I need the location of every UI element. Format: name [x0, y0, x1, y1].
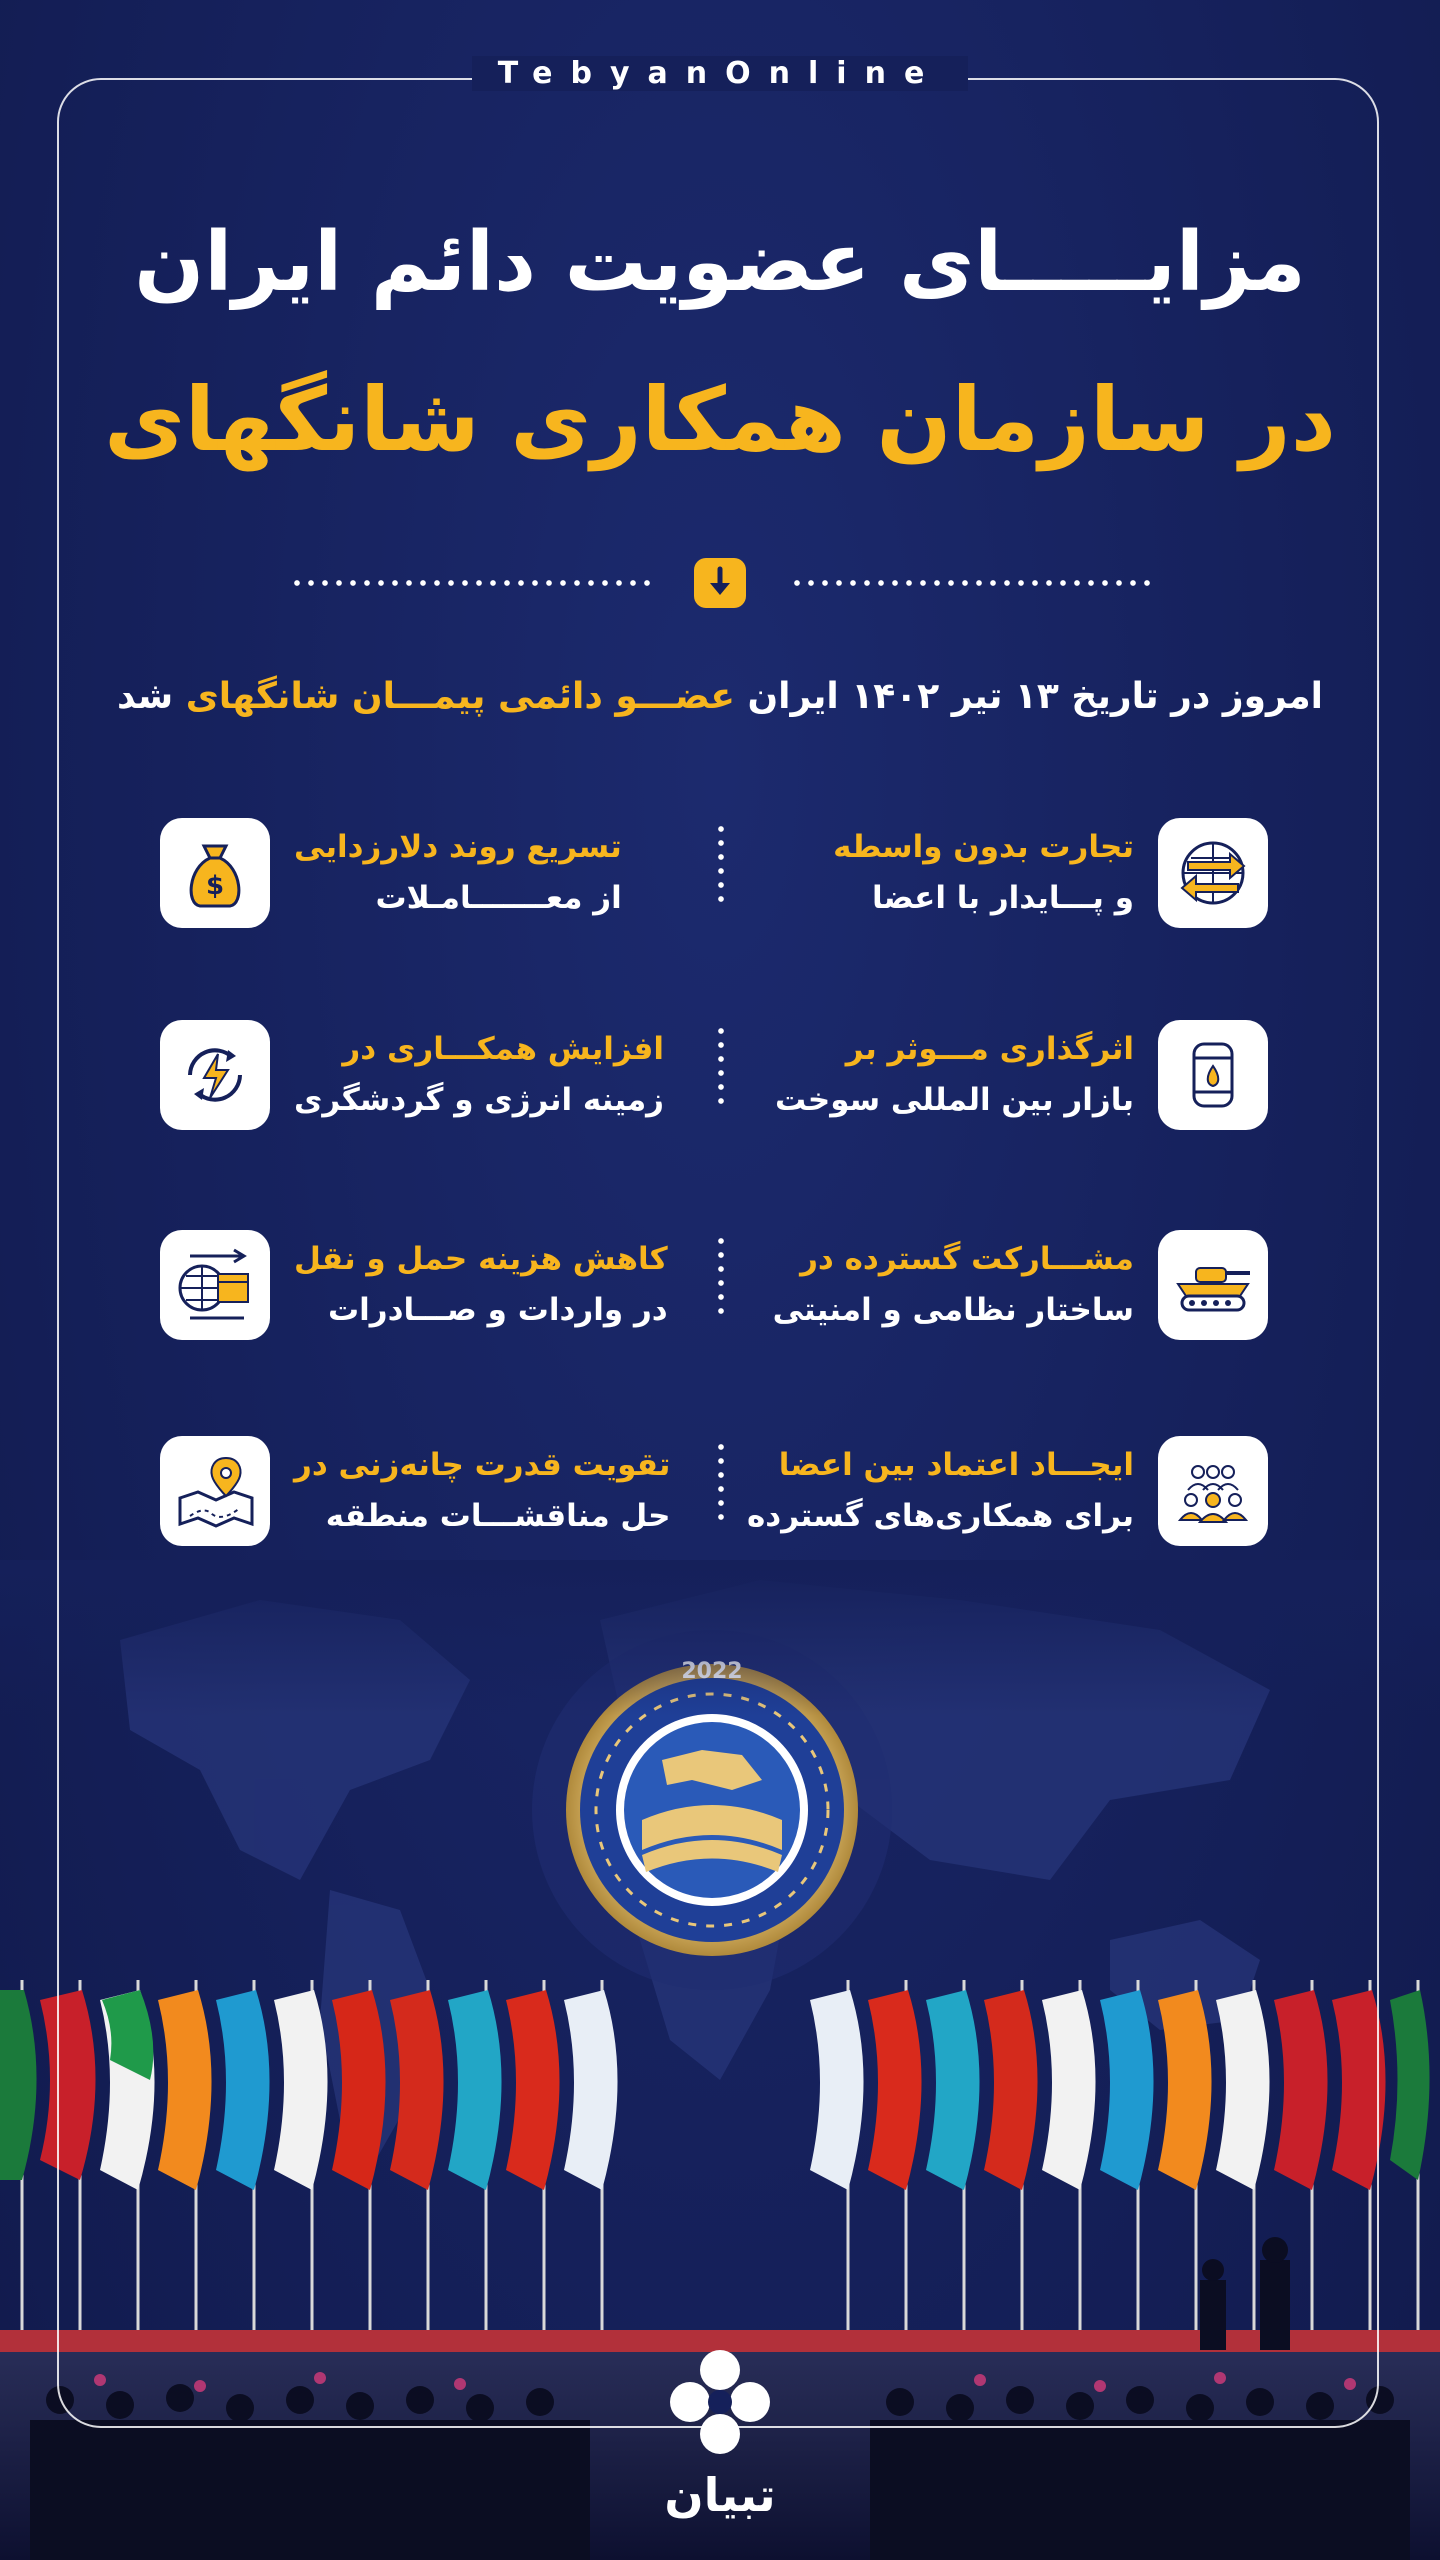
global-shipping-icon [160, 1230, 270, 1340]
benefit-title: تسریع روند دلارزدایی [294, 829, 622, 865]
benefit-icon-box [160, 1230, 270, 1340]
intro-text [100, 676, 1340, 717]
arrow-down-icon [694, 558, 746, 608]
benefit-desc: و پـــایدار با اعضا [871, 880, 1134, 916]
benefit-desc: در واردات و صـــادرات [327, 1292, 668, 1328]
benefit-title: ایجـــاد اعتماد بین اعضا [778, 1447, 1134, 1483]
benefit-title: افزایش همکـــاری در [342, 1031, 665, 1067]
benefit-item [708, 1230, 1268, 1340]
scroll-down-button[interactable] [694, 558, 746, 608]
benefit-title: تجارت بدون واسطه [833, 829, 1134, 865]
benefit-desc: ساختار نظامی و امنیتی [772, 1292, 1134, 1328]
brand-top [0, 56, 1440, 91]
benefit-item [708, 1020, 1268, 1130]
benefit-item [160, 818, 720, 928]
benefit-title: تقویت قدرت چانه‌زنی در [294, 1447, 671, 1483]
benefit-icon-box [160, 1020, 270, 1130]
benefit-desc: بازار بین المللی سوخت [775, 1082, 1134, 1118]
title-line-2: در سازمان همکاری شانگهای [104, 368, 1336, 471]
map-pin-icon [160, 1436, 270, 1546]
benefit-icon-box [1158, 1436, 1268, 1546]
energy-icon [160, 1020, 270, 1130]
benefit-desc: از معـــــــامـلات [375, 880, 622, 916]
tank-icon [1158, 1230, 1268, 1340]
intro-text-part2: شد [116, 676, 186, 717]
brand-top-label: TebyanOnline [472, 56, 969, 91]
tebyan-logo-icon [650, 2340, 790, 2470]
dotted-line-right [790, 580, 1150, 586]
money-bag-icon [160, 818, 270, 928]
benefit-desc: برای همکاری‌های گسترده [746, 1498, 1134, 1534]
people-group-icon [1158, 1436, 1268, 1546]
brand-bottom-label: تبیان [664, 2468, 776, 2522]
oil-barrel-icon [1158, 1020, 1268, 1130]
benefit-icon-box [1158, 1020, 1268, 1130]
benefit-title: مشـــارکت گسترده در [800, 1241, 1134, 1277]
benefit-item [160, 1020, 720, 1130]
benefit-title: کاهش هزینه حمل و نقل [294, 1241, 668, 1277]
divider [0, 558, 1440, 608]
intro-text-highlight: عضـــو دائمی پیمـــان شانگهای [185, 676, 735, 717]
benefit-item [708, 818, 1268, 928]
benefit-icon-box [160, 1436, 270, 1546]
intro-text-part1: امروز در تاریخ ۱۳ تیر ۱۴۰۲ ایران [734, 676, 1323, 717]
benefit-desc: زمینه انرژی و گردشگری [294, 1082, 665, 1118]
benefit-item [708, 1436, 1268, 1546]
benefit-icon-box [1158, 818, 1268, 928]
benefit-icon-box [160, 818, 270, 928]
benefit-item [160, 1436, 720, 1546]
trade-exchange-icon [1158, 818, 1268, 928]
title-line-1: مزایـــــای عضویت دائم ایران [134, 215, 1306, 310]
benefit-desc: حل مناقشـــات منطقه [325, 1498, 671, 1534]
benefit-title: اثرگذاری مـــوثر بر [845, 1031, 1134, 1067]
brand-logo [650, 2340, 790, 2540]
svg-text:$: $ [205, 871, 225, 901]
benefit-icon-box [1158, 1230, 1268, 1340]
dotted-line-left [290, 580, 650, 586]
benefit-item [160, 1230, 720, 1340]
